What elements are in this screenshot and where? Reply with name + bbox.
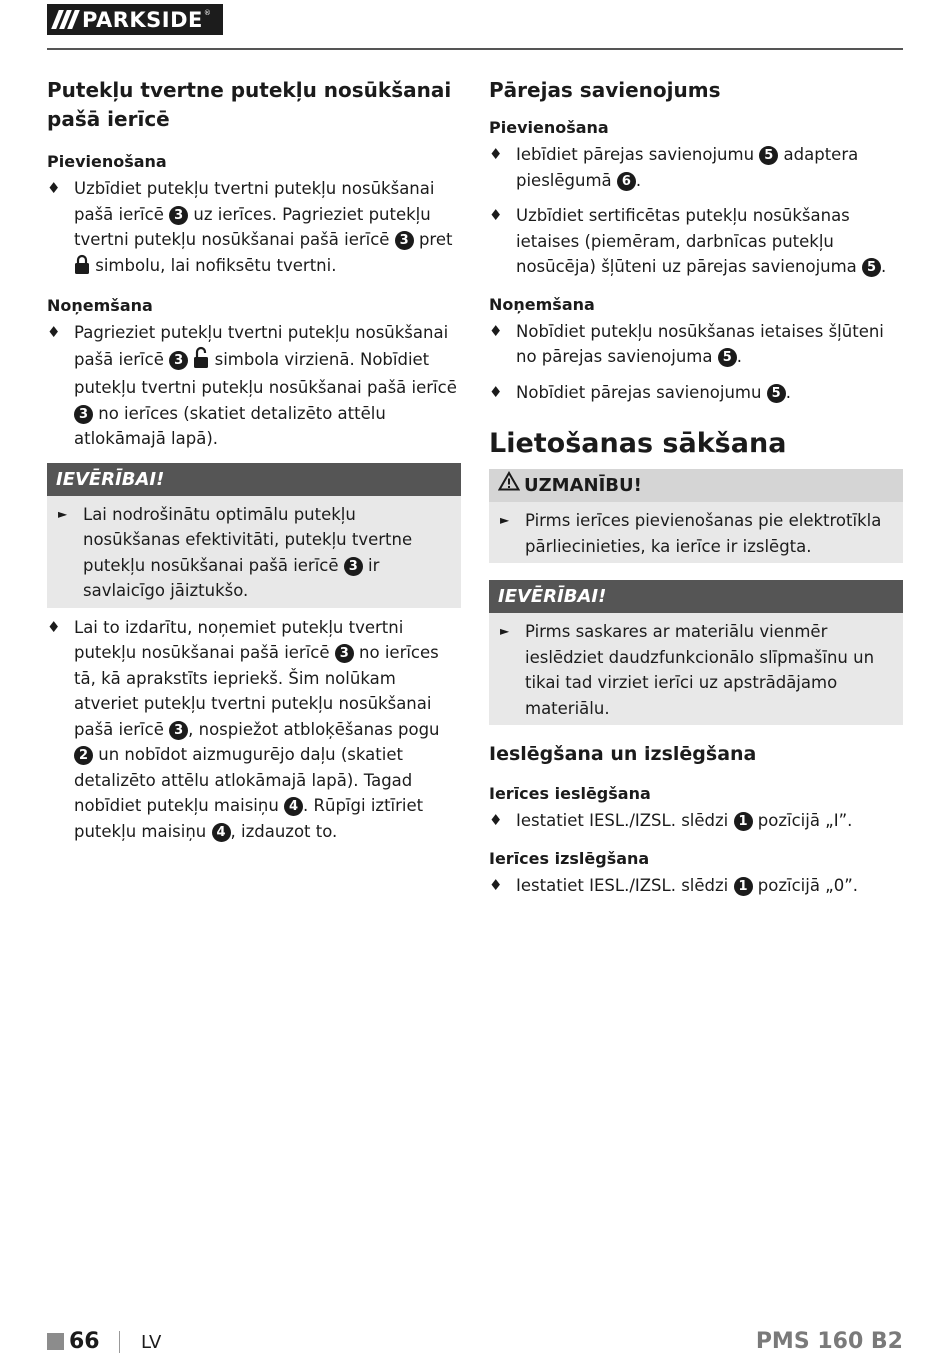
part-number-badge: 1 <box>734 877 753 896</box>
part-number-badge: 1 <box>734 812 753 831</box>
caution-body: ► Pirms ierīces pievienošanas pie elektrotīkla pārliecinieties, ka ierīce ir izslēgta. <box>489 502 903 563</box>
part-number-badge: 5 <box>767 384 786 403</box>
part-number-badge: 3 <box>395 231 414 250</box>
footer-separator <box>119 1331 120 1353</box>
part-number-badge: 3 <box>74 405 93 424</box>
bullet-diamond-icon: ♦ <box>489 875 503 894</box>
dust-container-title: Putekļu tvertne putekļu nosūkšanai pašā ierīcē <box>47 78 452 131</box>
logo-text: PARKSIDE <box>82 7 203 32</box>
caution-title: UZMANĪBU! <box>524 475 642 496</box>
bullet-diamond-icon: ♦ <box>489 145 503 163</box>
parkside-logo <box>47 4 223 35</box>
note-title: IEVĒRĪBAI! <box>47 463 461 496</box>
bullet-diamond-icon: ♦ <box>489 811 503 829</box>
logo-stripes <box>55 10 76 29</box>
part-number-badge: 3 <box>344 557 363 576</box>
part-number-badge: 3 <box>169 351 188 370</box>
lock-closed-icon <box>74 254 90 282</box>
warning-triangle-icon <box>498 469 520 502</box>
part-number-badge: 3 <box>169 721 188 740</box>
left-column <box>47 76 461 844</box>
caution-box <box>489 469 903 563</box>
right-attach-heading: Pievienošana <box>489 118 609 137</box>
part-number-badge: 4 <box>212 823 231 842</box>
part-number-badge: 6 <box>617 172 636 191</box>
page-number: 66 <box>69 1329 100 1354</box>
getting-started-title: Lietošanas sākšana <box>489 428 787 459</box>
right-remove-item-2: ♦ Nobīdiet pārejas savienojumu 5 . <box>489 380 903 406</box>
part-number-badge: 5 <box>718 348 737 367</box>
bullet-diamond-icon: ♦ <box>47 179 61 197</box>
right-attach-item-2: ♦ Uzbīdiet sertificētas putekļu nosūkšanas ietaises (piemēram, darbnīcas putekļu nosūcēja) šļūteni uz pārejas savienojuma 5 . <box>489 203 903 280</box>
switch-off-item: ♦ Iestatiet IESL./IZSL. slēdzi 1 pozīcijā „0”. <box>489 873 903 899</box>
right-attach-item-1: ♦ Iebīdiet pārejas savienojumu 5 adaptera pieslēgumā 6 . <box>489 142 903 193</box>
left-remove-heading: Noņemšana <box>47 296 153 315</box>
bullet-diamond-icon: ♦ <box>47 617 61 636</box>
switch-on-item: ♦ Iestatiet IESL./IZSL. slēdzi 1 pozīcijā „I”. <box>489 808 903 834</box>
arrow-right-icon: ► <box>58 506 68 521</box>
left-empty-item: ♦ Lai to izdarītu, noņemiet putekļu tvertni putekļu nosūkšanai pašā ierīcē 3 no ierīces tā, kā aprakstīts iepriekš. Šim nolūkam atveriet putekļu tvertni putekļu nosūkšanai pašā ierīcē 3 , nospiežot atbloķēšanas pogu 2 un nobīdot aizmugurējo daļu (skatiet detalizēto attēlu atlokāmajā lapā). Tagad nobīdiet putekļu maisiņu 4 . Rūpīgi iztīriet putekļu maisiņu 4 , izdauzot to. <box>47 615 461 845</box>
arrow-right-icon: ► <box>500 624 510 638</box>
arrow-right-icon: ► <box>500 513 510 527</box>
language-code: LV <box>141 1332 162 1353</box>
model-name: PMS 160 B2 <box>755 1329 903 1354</box>
part-number-badge: 4 <box>284 797 303 816</box>
part-number-badge: 5 <box>862 258 881 277</box>
part-number-badge: 3 <box>169 206 188 225</box>
note-title: IEVĒRĪBAI! <box>489 580 903 613</box>
logo-registered-mark: ® <box>203 9 211 17</box>
footer-square-marker <box>47 1333 64 1350</box>
note-body: ► Pirms saskares ar materiālu vienmēr ieslēdziet daudzfunkcionālo slīpmašīnu un tikai tad virziet ierīci uz apstrādājamo materiālu. <box>489 613 903 725</box>
adapter-title: Pārejas savienojums <box>489 78 721 102</box>
note-body: ► Lai nodrošinātu optimālu putekļu nosūkšanas efektivitāti, putekļu tvertne putekļu nosūkšanai pašā ierīcē 3 ir savlaicīgo jāiztukšo. <box>47 496 461 608</box>
left-remove-item: ♦ Pagrieziet putekļu tvertni putekļu nosūkšanai pašā ierīcē 3 simbola virzienā. Nobīdiet putekļu tvertni putekļu nosūkšanai pašā ierīcē 3 no ierīces (skatiet detalizēto attēlu atlokāmajā lapā). <box>47 320 461 452</box>
bullet-diamond-icon: ♦ <box>47 323 61 341</box>
left-attach-item: ♦ Uzbīdiet putekļu tvertni putekļu nosūkšanai pašā ierīcē 3 uz ierīces. Pagrieziet putekļu tvertni putekļu nosūkšanai pašā ierīcē 3 pret simbolu, lai nofiksētu tvertni. <box>47 176 461 281</box>
left-attach-heading: Pievienošana <box>47 152 167 171</box>
part-number-badge: 2 <box>74 746 93 765</box>
part-number-badge: 3 <box>335 644 354 663</box>
header-rule <box>47 48 903 50</box>
switch-on-heading: Ierīces ieslēgšana <box>489 784 651 803</box>
lock-open-icon <box>193 346 209 376</box>
bullet-diamond-icon: ♦ <box>489 321 503 340</box>
right-column <box>489 76 903 898</box>
right-remove-item-1: ♦ Nobīdiet putekļu nosūkšanas ietaises šļūteni no pārejas savienojuma 5 . <box>489 319 903 370</box>
caution-header <box>489 469 903 502</box>
right-note-box <box>489 580 903 725</box>
switch-title: Ieslēgšana un izslēgšana <box>489 743 757 765</box>
right-remove-heading: Noņemšana <box>489 294 595 314</box>
bullet-diamond-icon: ♦ <box>489 382 503 401</box>
bullet-diamond-icon: ♦ <box>489 206 503 224</box>
switch-off-heading: Ierīces izslēgšana <box>489 848 650 868</box>
left-note-box <box>47 463 461 608</box>
part-number-badge: 5 <box>759 146 778 165</box>
